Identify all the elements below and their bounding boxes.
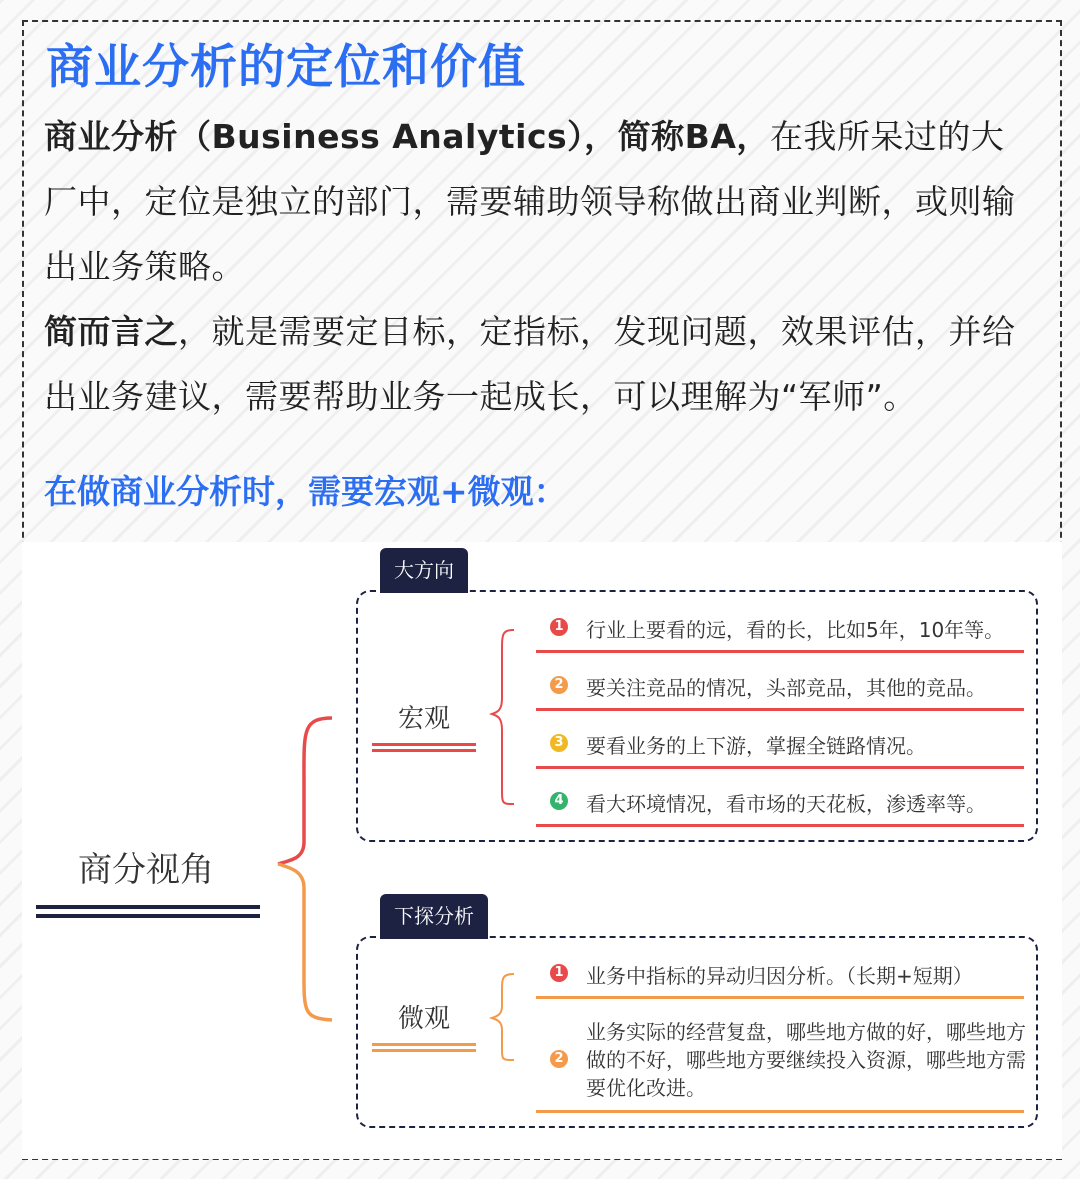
macro-item-4-badge: 4	[550, 792, 568, 810]
micro-item-2: 业务实际的经营复盘，哪些地方做的好，哪些地方做的不好，哪些地方要继续投入资源，哪些地方需要优化改进。	[586, 1020, 1026, 1100]
macro-item-1-divider	[536, 650, 1024, 653]
macro-item-2: 要关注竞品的情况，头部竞品，其他的竞品。	[586, 676, 986, 700]
macro-item-2-badge: 2	[550, 676, 568, 694]
micro-underline-2	[372, 1049, 476, 1052]
macro-item-2-divider	[536, 708, 1024, 711]
summary-bold: 简而言之	[44, 312, 178, 351]
section-subheading: 在做商业分析时，需要宏观+微观：	[44, 472, 567, 511]
summary-text: ，就是需要定目标，定指标，发现问题，效果评估，并给出业务建议，需要帮助业务一起成长，可以理解为“军师”。	[44, 312, 1016, 416]
macro-label: 宏观	[398, 704, 451, 734]
micro-underline	[372, 1043, 476, 1046]
mind-map	[22, 542, 1062, 1159]
macro-tag: 大方向	[380, 548, 468, 593]
micro-item-1-badge: 1	[550, 964, 568, 982]
micro-item-2-divider	[536, 1110, 1024, 1113]
micro-label: 微观	[398, 1004, 451, 1034]
intro-paragraph	[44, 104, 1034, 299]
root-underline	[36, 905, 260, 909]
micro-item-1: 业务中指标的异动归因分析。（长期+短期）	[586, 964, 973, 988]
macro-underline	[372, 743, 476, 746]
macro-item-3-divider	[536, 766, 1024, 769]
intro-bold: 商业分析（Business Analytics），简称BA，	[44, 117, 770, 156]
macro-item-4: 看大环境情况，看市场的天花板，渗透率等。	[586, 792, 986, 816]
macro-item-3: 要看业务的上下游，掌握全链路情况。	[586, 734, 926, 758]
micro-tag: 下探分析	[380, 894, 488, 939]
root-node-label: 商分视角	[78, 850, 214, 890]
page-title: 商业分析的定位和价值	[46, 40, 526, 95]
macro-underline-2	[372, 749, 476, 752]
root-underline-2	[36, 914, 260, 918]
macro-item-3-badge: 3	[550, 734, 568, 752]
summary-paragraph	[44, 299, 1034, 429]
macro-item-1-badge: 1	[550, 618, 568, 636]
intro-text: 在我所呆过的大厂中，定位是独立的部门，需要辅助领导称做出商业判断，或则输出业务策略。	[44, 117, 1016, 286]
micro-item-2-badge: 2	[550, 1050, 568, 1068]
macro-item-1: 行业上要看的远，看的长，比如5年，10年等。	[586, 618, 1005, 642]
macro-item-4-divider	[536, 824, 1024, 827]
micro-item-1-divider	[536, 996, 1024, 999]
